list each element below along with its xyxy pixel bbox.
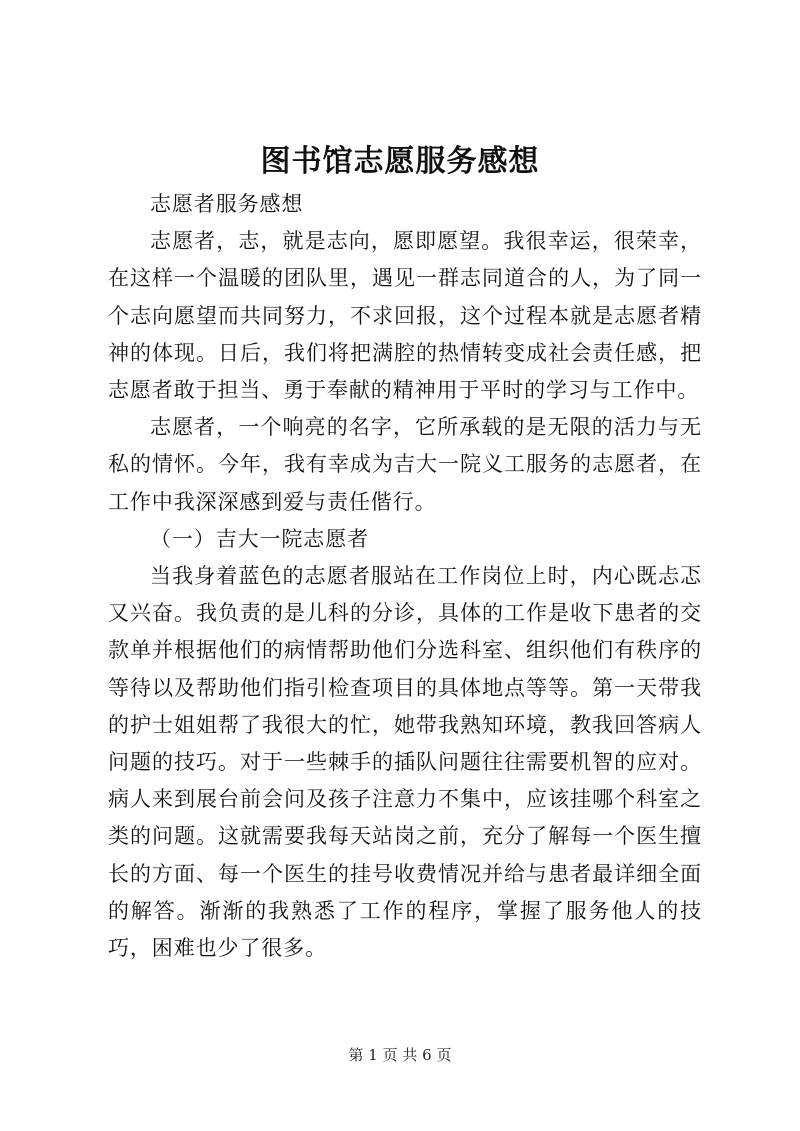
document-title: 图书馆志愿服务感想 [260,144,540,179]
section-heading: （一）吉大一院志愿者 [150,526,369,551]
paragraph-subtitle: 志愿者服务感想 [150,192,304,216]
page-footer: 第 1 页 共 6 页 [348,1046,452,1064]
document-body [108,186,702,967]
paragraph-2: 志愿者，一个响亮的名字，它所承载的是无限的活力与无私的情怀。今年，我有幸成为吉大一院义工服务的志愿者，在工作中我深深感到爱与责任偕行。 [108,415,702,514]
paragraph-3: 当我身着蓝色的志愿者服站在工作岗位上时，内心既忐忑又兴奋。我负责的是儿科的分诊，具体的工作是收下患者的交款单并根据他们的病情帮助他们分选科室、组织他们有秩序的等待以及帮助他们指引检查项目的具体地点等等。第一天带我的护士姐姐帮了我很大的忙，她带我熟知环境，教我回答病人问题的技巧。对于一些棘手的插队问题往往需要机智的应对。病人来到展台前会问及孩子注意力不集中，应该挂哪个科室之类的问题。这就需要我每天站岗之前，充分了解每一个医生擅长的方面、每一个医生的挂号收费情况并给与患者最详细全面的解答。渐渐的我熟悉了工作的程序，掌握了服务他人的技巧，困难也少了很多。 [108,564,702,961]
paragraph-1: 志愿者，志，就是志向，愿即愿望。我很幸运，很荣幸，在这样一个温暖的团队里，遇见一群志同道合的人，为了同一个志向愿望而共同努力，不求回报，这个过程本就是志愿者精神的体现。日后，我们将把满腔的热情转变成社会责任感，把志愿者敢于担当、勇于奉献的精神用于平时的学习与工作中。 [108,229,702,403]
